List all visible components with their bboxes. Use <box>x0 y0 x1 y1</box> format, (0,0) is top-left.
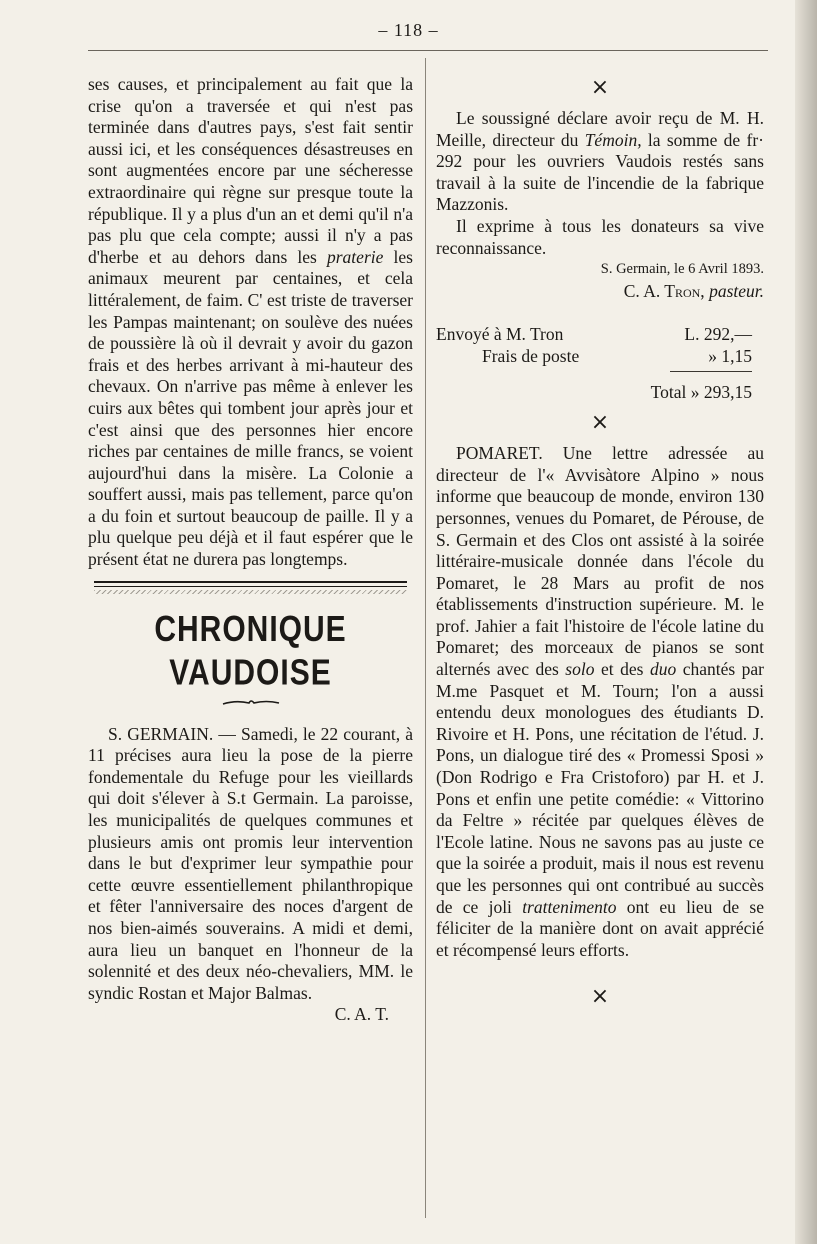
left-column <box>88 74 413 1026</box>
pomaret-italic-duo: duo <box>649 659 677 680</box>
account-row <box>436 324 752 346</box>
page-edge-shadow <box>795 0 817 1244</box>
section-headline: CHRONIQUE VAUDOISE <box>154 609 347 693</box>
pomaret-article <box>436 443 764 961</box>
pomaret-italic-solo: solo <box>565 659 595 680</box>
signer-name: C. A. Tron, <box>623 280 705 301</box>
signer-title: pasteur. <box>709 280 764 301</box>
pomaret-italic-trattenimento: trattenimento <box>522 896 617 917</box>
left-text-2: les animaux meurent par centaines, et cela littéralement, de faim. C' est triste de traverser les Pampas maintenant; on soulève des nuées de poussière là où il devrait y avoir du gazon frais et des herbes arrivant à mi-hauteur des chevaux. On n'arrive pas même à enlever les cuirs aux bêtes qui tombent jour après jour et c'est ainsi que des personnes hier encore riches par centaines de mille francs, se voient aujourd'hui dans la misère. La Colonie a souffert aussi, mais pas tellement, parce qu'on a du foin et surtout beaucoup de paille. Il y a plu quelque peu déjà et il faut espérer que le présent état ne durera pas longtemps. <box>88 246 413 570</box>
separator-cross-icon: × <box>590 410 610 436</box>
account-label: Frais de poste <box>482 345 580 366</box>
place-date: S. Germain, le 6 Avril 1893. <box>600 261 764 278</box>
account-label: Envoyé à M. Tron <box>436 324 564 345</box>
account-value: » 1,15 <box>708 345 752 366</box>
account-table <box>436 324 764 403</box>
account-row <box>436 346 752 368</box>
s-germain-article: S. GERMAIN. — Samedi, le 22 courant, à 11 précises aura lieu la pose de la pierre fondementale du Refuge pour les vieillards qui doit s'élever à S.t Germain. La paroisse, les municipalités de quelques communes et plusieurs amis ont promis leur intervention dans le but d'exprimer leur sympathie pour cette œuvre essentiellement philanthropique et fêter l'anniversaire des noces d'argent de nos bien-aimés souverains. A midi et demi, aura lieu un banquet en l'honneur de la solennité et des deux néo-chevaliers, MM. le syndic Rostan et Major Balmas. <box>88 723 413 1003</box>
left-paragraph-continued <box>88 74 413 571</box>
pomaret-text-4: ont eu lieu de se féliciter de la manière dont on avait apprécié et récompensé leurs efforts. <box>436 896 765 960</box>
left-text-1: ses causes, et principalement au fait que la crise qu'on a traversée et qui n'est pas terminée dans d'autres pays, s'est fait sentir aussi ici, et les conséquences désastreuses en sont augmentées encore par une sécheresse extraordinaire qui règne sur presque toute la république. Il y a plus d'un an et demi qu'il n'a pas plu que cela compte; aussi il n'y a pas d'herbe et au dehors dans les <box>88 74 413 267</box>
receipt-paragraph <box>436 108 764 216</box>
total-rule <box>670 371 752 372</box>
flourish-ornament-icon <box>221 698 281 708</box>
separator-cross-icon: × <box>590 75 610 100</box>
receipt-text-2: la somme de fr· 292 pour les ouvriers Vaudois restés sans travail à la suite de l'incendie de la fabrique Mazzonis. <box>436 129 764 215</box>
right-column <box>436 74 764 1011</box>
article-signature: C. A. T. <box>334 1004 389 1025</box>
left-italic-praterie: praterie <box>327 246 384 267</box>
thanks-paragraph: Il exprime à tous les donateurs sa vive reconnaissance. <box>436 215 764 258</box>
pomaret-text-3: chantés par M.me Pasquet et M. Tourn; l'on a aussi entendu deux monologues des étudiants D. Rivoire et H. Pons, une récitation de l'étud. J. Pons, un dialogue tiré des « Promessi Sposi » (Don Rodrigo e Fra Cristoforo) par H. et J. Pons et enfin une petite comédie: « Vittorino da Feltre » récitée par quelques élèves de l'Ecole latine. Nous ne savons pas au juste ce que la soirée a produit, mais il nous est revenu que les personnes qui ont contribué au succès de ce joli <box>436 659 765 917</box>
section-double-rule <box>94 581 407 587</box>
section-wavy-rule <box>94 590 407 594</box>
separator-cross-icon: × <box>590 984 610 1010</box>
receipt-text-1: Le soussigné déclare avoir reçu de M. H. Meille, directeur du <box>436 108 764 150</box>
header-rule <box>88 50 768 51</box>
account-total: Total » 293,15 <box>650 381 752 402</box>
account-value: L. 292,— <box>684 324 752 345</box>
receipt-italic-temoin: Témoin, <box>584 129 642 150</box>
page-number: – 118 – <box>378 20 439 40</box>
pomaret-text-2: et des <box>600 659 644 680</box>
column-divider <box>425 58 426 1218</box>
receipt-signature <box>436 281 764 303</box>
pomaret-text-1: POMARET. Une lettre adressée au directeur de l'« Avvisàtore Alpino » nous informe que beaucoup de monde, environ 130 personnes, venues du Pomaret, de Pérouse, de S. Germain et des Clos ont assisté à la soirée littéraire-musicale donnée dans l'école du Pomaret, le 28 Mars au profit de nos établissements d'instruction supérieure. M. le prof. Jahier a fait l'histoire de l'école latine du Pomaret; des morceaux de pianos se sont alternés avec des <box>436 443 764 680</box>
